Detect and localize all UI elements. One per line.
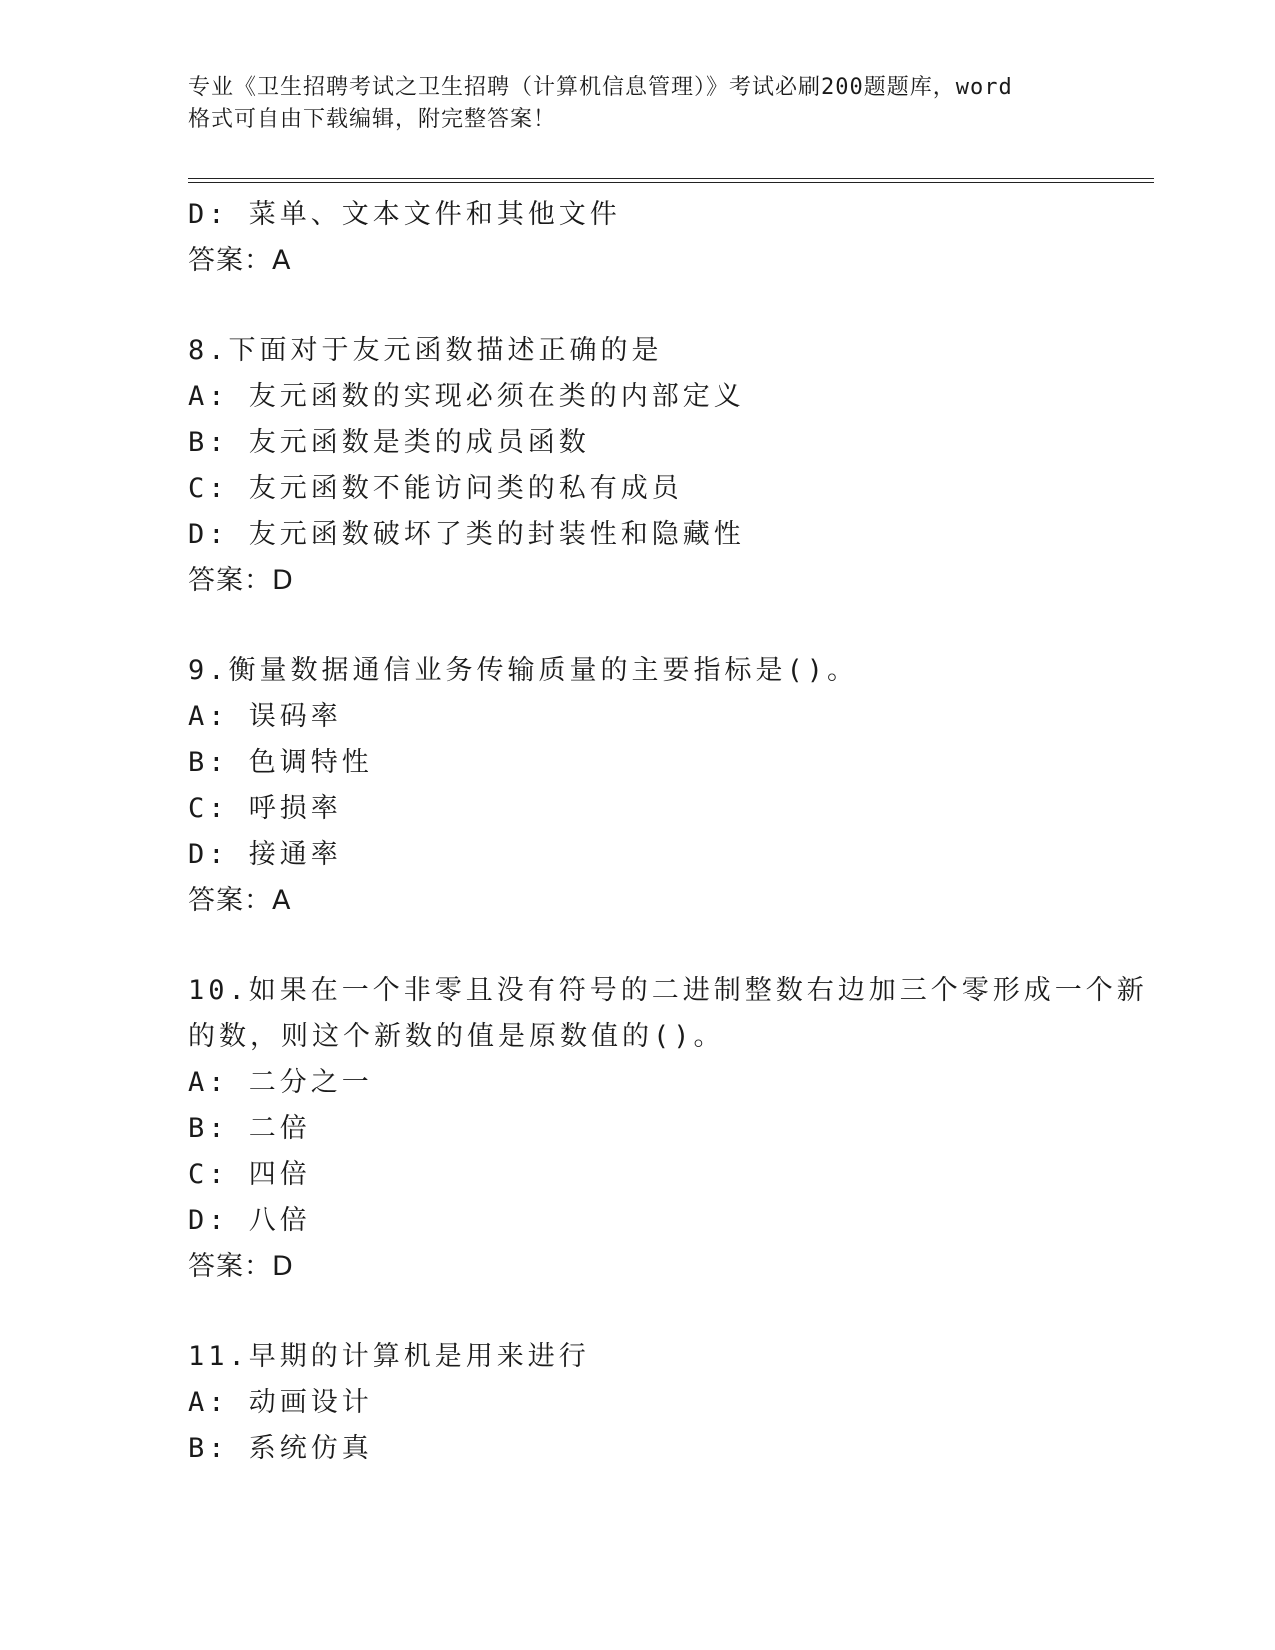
question-stem-line-1: 10.如果在一个非零且没有符号的二进制整数右边加三个零形成一个新 bbox=[188, 975, 1148, 1006]
option-c: C: 四倍 bbox=[188, 1159, 311, 1190]
option-a: A: 友元函数的实现必须在类的内部定义 bbox=[188, 381, 745, 412]
question-stem: 9.衡量数据通信业务传输质量的主要指标是()。 bbox=[188, 655, 859, 686]
option-d: D: 友元函数破坏了类的封装性和隐藏性 bbox=[188, 519, 745, 550]
option-c: C: 友元函数不能访问类的私有成员 bbox=[188, 473, 683, 504]
question-8 bbox=[188, 328, 1128, 604]
spacer bbox=[188, 924, 1128, 968]
question-stem: 8.下面对于友元函数描述正确的是 bbox=[188, 335, 663, 366]
question-11 bbox=[188, 1334, 1128, 1472]
header-line-1: 专业《卫生招聘考试之卫生招聘（计算机信息管理）》考试必刷200题题库，word bbox=[188, 75, 1013, 100]
answer: 答案：D bbox=[188, 565, 294, 596]
answer: 答案：A bbox=[188, 245, 292, 276]
option-a: A: 误码率 bbox=[188, 701, 342, 732]
document-header bbox=[188, 72, 1088, 136]
option-c: C: 呼损率 bbox=[188, 793, 342, 824]
option-a: A: 二分之一 bbox=[188, 1067, 373, 1098]
question-stem-line-2: 的数，则这个新数的值是原数值的()。 bbox=[188, 1021, 725, 1052]
question-7-tail bbox=[188, 192, 1128, 284]
option-b: B: 色调特性 bbox=[188, 747, 373, 778]
question-stem: 11.早期的计算机是用来进行 bbox=[188, 1341, 590, 1372]
header-line-2: 格式可自由下载编辑，附完整答案！ bbox=[188, 107, 557, 132]
option-d: D: 接通率 bbox=[188, 839, 342, 870]
option-a: A: 动画设计 bbox=[188, 1387, 373, 1418]
question-9 bbox=[188, 648, 1128, 924]
answer: 答案：A bbox=[188, 885, 292, 916]
answer: 答案：D bbox=[188, 1251, 294, 1282]
option-b: B: 友元函数是类的成员函数 bbox=[188, 427, 590, 458]
spacer bbox=[188, 1290, 1128, 1334]
option-b: B: 系统仿真 bbox=[188, 1433, 373, 1464]
question-10 bbox=[188, 968, 1148, 1290]
spacer bbox=[188, 284, 1128, 328]
option-d: D: 八倍 bbox=[188, 1205, 311, 1236]
option-b: B: 二倍 bbox=[188, 1113, 311, 1144]
option-d: D: 菜单、文本文件和其他文件 bbox=[188, 199, 621, 230]
question-list bbox=[188, 192, 1148, 1472]
spacer bbox=[188, 604, 1128, 648]
header-divider bbox=[188, 178, 1154, 183]
